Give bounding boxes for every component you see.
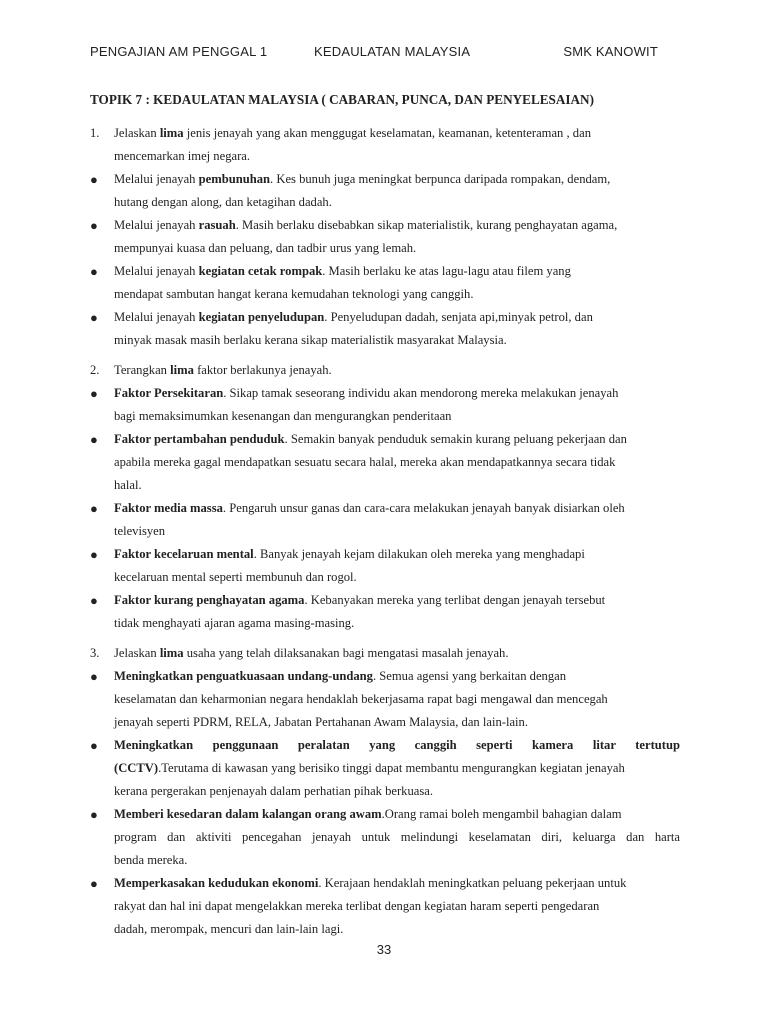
question-3: [90, 642, 680, 665]
answer-continuation: keselamatan dan keharmonian negara hendaklah bekerjasama rapat bagi mengawal dan mencegah: [114, 692, 608, 706]
answer-continuation: tidak menghayati ajaran agama masing-masing.: [114, 616, 355, 630]
answer-item: [90, 260, 680, 283]
bullet-icon: ●: [90, 738, 98, 753]
question-keyword: lima: [159, 646, 184, 660]
answer-keyword: Meningkatkan penguatkuasaan undang-undang: [114, 669, 373, 683]
bullet-icon: ●: [90, 218, 98, 233]
answer-keyword: rasuah: [198, 218, 236, 232]
question-text: faktor berlakunya jenayah.: [193, 363, 332, 377]
answer-keyword: Faktor kurang penghayatan agama: [114, 593, 305, 607]
answer-continuation: dadah, merompak, mencuri dan lain-lain lagi.: [114, 922, 344, 936]
answer-continuation: televisyen: [114, 524, 166, 538]
bullet-icon: ●: [90, 593, 98, 608]
answer-item: [90, 382, 680, 405]
answer-item: [90, 214, 680, 237]
answer-item: [90, 803, 680, 826]
answer-continuation: mempunyai kuasa dan peluang, dan tadbir urus yang lemah.: [114, 241, 417, 255]
answer-item: [90, 872, 680, 895]
bullet-icon: ●: [90, 501, 98, 516]
answer-keyword: Faktor Persekitaran: [114, 386, 224, 400]
question-keyword: lima: [170, 363, 194, 377]
question-keyword: lima: [159, 126, 184, 140]
answer-item: [90, 665, 680, 688]
answer-keyword: (CCTV): [114, 761, 159, 775]
answer-continuation: [90, 757, 680, 780]
answer-continuation: rakyat dan hal ini dapat mengelakkan mereka terlibat dengan kegiatan haram seperti pengedaran: [114, 899, 600, 913]
answer-continuation: program dan aktiviti pencegahan jenayah untuk melindungi keselamatan diri, keluarga dan harta: [114, 830, 680, 844]
answer-continuation: halal.: [114, 478, 142, 492]
answer-continuation: hutang dengan along, dan ketagihan dadah.: [114, 195, 332, 209]
header-chapter: KEDAULATAN MALAYSIA: [314, 44, 471, 59]
answer-keyword: Faktor kecelaruan mental: [114, 547, 254, 561]
answer-item: [90, 543, 680, 566]
question-text: Terangkan: [114, 363, 171, 377]
answer-keyword: Memperkasakan kedudukan ekonomi: [114, 876, 319, 890]
answer-text: .Terutama di kawasan yang berisiko tinggi dapat membantu mengurangkan kegiatan jenayah: [158, 761, 625, 775]
answer-keyword: Memberi kesedaran dalam kalangan orang awam: [114, 807, 382, 821]
answer-item: [90, 734, 680, 757]
answer-text: . Masih berlaku ke atas lagu-lagu atau filem yang: [322, 264, 571, 278]
answer-text: . Kes bunuh juga meningkat berpunca daripada rompakan, dendam,: [270, 172, 611, 186]
topic-title: TOPIK 7 : KEDAULATAN MALAYSIA ( CABARAN, PUNCA, DAN PENYELESAIAN): [90, 92, 594, 107]
bullet-icon: ●: [90, 669, 98, 684]
answer-continuation: bagi memaksimumkan kesenangan dan mengurangkan penderitaan: [114, 409, 452, 423]
answer-text: . Pengaruh unsur ganas dan cara-cara melakukan jenayah banyak disiarkan oleh: [222, 501, 625, 515]
bullet-icon: ●: [90, 310, 98, 325]
answer-text: . Sikap tamak seseorang individu akan mendorong mereka melakukan jenayah: [223, 386, 619, 400]
answer-text: Melalui jenayah: [114, 264, 199, 278]
answer-text: Melalui jenayah: [114, 172, 199, 186]
question-number: 1.: [90, 126, 100, 140]
bullet-icon: ●: [90, 876, 98, 891]
answer-continuation: jenayah seperti PDRM, RELA, Jabatan Pertahanan Awam Malaysia, dan lain-lain.: [114, 715, 528, 729]
answer-item: [90, 497, 680, 520]
answer-list-2: [90, 382, 680, 635]
question-2: [90, 359, 680, 382]
question-text: Jelaskan: [114, 126, 160, 140]
question-number: 2.: [90, 363, 100, 377]
answer-item: [90, 589, 680, 612]
answer-text: Melalui jenayah: [114, 310, 199, 324]
answer-text: . Penyeludupan dadah, senjata api,minyak petrol, dan: [324, 310, 593, 324]
question-text: Jelaskan: [114, 646, 160, 660]
answer-keyword: kegiatan penyeludupan: [198, 310, 325, 324]
page-number: 33: [376, 942, 392, 957]
answer-text: Melalui jenayah: [114, 218, 199, 232]
answer-text: . Masih berlaku disebabkan sikap materialistik, kurang penghayatan agama,: [235, 218, 618, 232]
answer-continuation: minyak masak masih berlaku kerana sikap materialistik masyarakat Malaysia.: [114, 333, 507, 347]
answer-list-3: [90, 665, 680, 941]
bullet-icon: ●: [90, 432, 98, 447]
answer-keyword: kegiatan cetak rompak: [198, 264, 323, 278]
answer-continuation: mendapat sambutan hangat kerana kemudahan teknologi yang canggih.: [114, 287, 474, 301]
answer-item: [90, 306, 680, 329]
answer-keyword: Faktor media massa: [114, 501, 223, 515]
answer-keyword: Faktor pertambahan penduduk: [114, 432, 285, 446]
answer-continuation: apabila mereka gagal mendapatkan sesuatu secara halal, mereka akan mendapatkannya secara tidak: [114, 455, 616, 469]
answer-continuation: benda mereka.: [114, 853, 188, 867]
document-body: [90, 122, 680, 941]
answer-keyword: pembunuhan: [198, 172, 271, 186]
answer-text: . Semakin banyak penduduk semakin kurang peluang pekerjaan dan: [284, 432, 627, 446]
question-continuation: mencemarkan imej negara.: [114, 149, 251, 163]
answer-continuation: kecelaruan mental seperti membunuh dan rogol.: [114, 570, 357, 584]
question-1: [90, 122, 680, 145]
header-subject: PENGAJIAN AM PENGGAL 1: [90, 44, 268, 59]
answer-text: . Kebanyakan mereka yang terlibat dengan jenayah tersebut: [304, 593, 606, 607]
question-text: jenis jenayah yang akan menggugat keselamatan, keamanan, ketenteraman , dan: [183, 126, 591, 140]
header-school: SMK KANOWIT: [563, 44, 658, 59]
bullet-icon: ●: [90, 547, 98, 562]
bullet-icon: ●: [90, 386, 98, 401]
answer-text: . Semua agensi yang berkaitan dengan: [372, 669, 567, 683]
answer-item: [90, 428, 680, 451]
answer-text: . Banyak jenayah kejam dilakukan oleh mereka yang menghadapi: [253, 547, 585, 561]
answer-keyword: Meningkatkan penggunaan peralatan yang canggih seperti kamera litar tertutup: [114, 738, 680, 752]
answer-list-1: [90, 168, 680, 352]
answer-text: . Kerajaan hendaklah meningkatkan peluang pekerjaan untuk: [318, 876, 627, 890]
question-text: usaha yang telah dilaksanakan bagi mengatasi masalah jenayah.: [183, 646, 509, 660]
bullet-icon: ●: [90, 172, 98, 187]
answer-item: [90, 168, 680, 191]
bullet-icon: ●: [90, 264, 98, 279]
answer-text: .Orang ramai boleh mengambil bahagian dalam: [381, 807, 622, 821]
bullet-icon: ●: [90, 807, 98, 822]
answer-continuation: kerana pergerakan penjenayah dalam perhatian pihak berkuasa.: [114, 784, 434, 798]
question-number: 3.: [90, 646, 100, 660]
